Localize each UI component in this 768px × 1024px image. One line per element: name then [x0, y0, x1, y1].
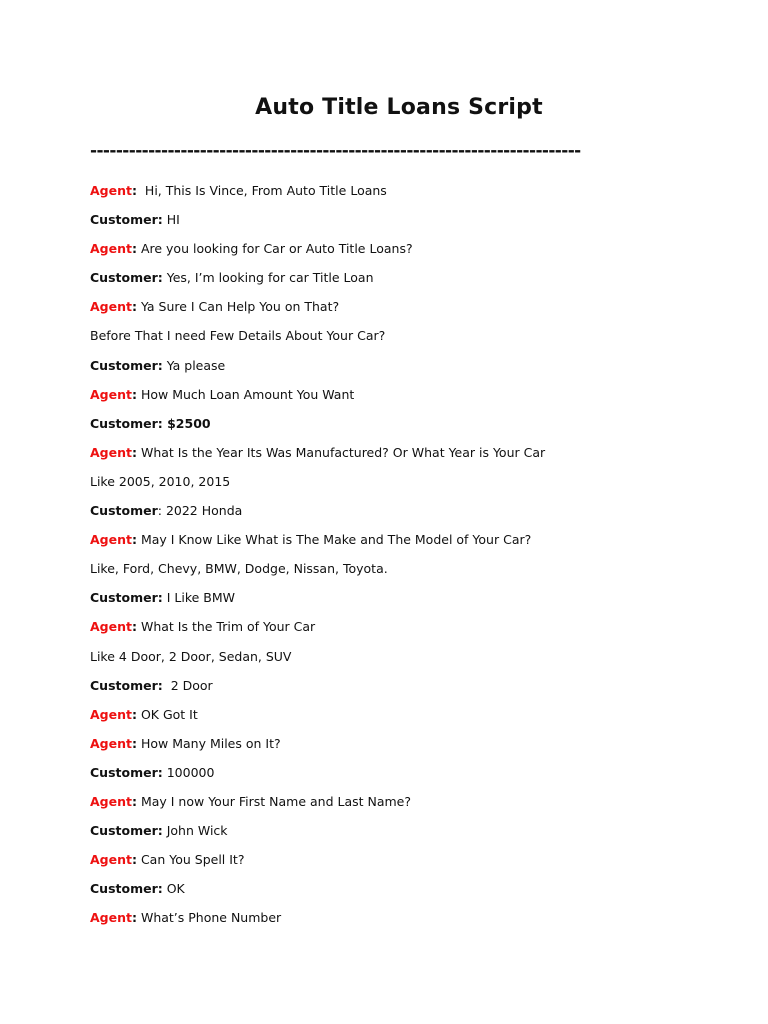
script-line: [90, 821, 710, 850]
customer-speaker-label: Customer: [90, 764, 158, 780]
customer-speaker-label: Customer: [90, 357, 158, 373]
script-line: [90, 792, 710, 821]
script-line: [90, 734, 710, 763]
line-text: Before That I need Few Details About Your Car?: [90, 328, 386, 344]
speaker-colon: :: [157, 270, 163, 286]
speaker-colon: :: [157, 503, 162, 519]
script-line: [90, 356, 710, 385]
line-text: Yes, I’m looking for car Title Loan: [162, 270, 374, 286]
speaker-colon: :: [131, 619, 137, 635]
line-text: 2 Door: [162, 677, 213, 693]
line-text: Like, Ford, Chevy, BMW, Dodge, Nissan, Toyota.: [90, 561, 388, 577]
agent-speaker-label: Agent: [90, 241, 132, 257]
script-line: [90, 850, 710, 879]
script-line: [90, 763, 710, 792]
script-line: [90, 181, 710, 210]
agent-speaker-label: Agent: [90, 852, 132, 868]
line-text: Like 2005, 2010, 2015: [90, 473, 231, 489]
line-text: OK Got It: [136, 706, 198, 722]
script-line: [90, 385, 710, 414]
speaker-colon: :: [131, 241, 137, 257]
script-lines: [90, 181, 710, 937]
line-text: What Is the Trim of Your Car: [136, 619, 316, 635]
agent-speaker-label: Agent: [90, 735, 132, 751]
speaker-colon: :: [131, 299, 137, 315]
speaker-colon: :: [157, 764, 163, 780]
agent-speaker-label: Agent: [90, 793, 132, 809]
customer-speaker-label: Customer: [90, 212, 158, 228]
customer-speaker-label: Customer: [90, 503, 158, 519]
agent-speaker-label: Agent: [90, 706, 132, 722]
agent-speaker-label: Agent: [90, 910, 132, 926]
speaker-colon: :: [131, 444, 137, 460]
title-divider: ----------------------------------------------------------------------------: [90, 141, 581, 161]
line-text: Ya Sure I Can Help You on That?: [136, 299, 340, 315]
script-line: [90, 239, 710, 268]
customer-speaker-label: Customer: [90, 677, 158, 693]
customer-speaker-label: Customer: [90, 415, 158, 431]
agent-speaker-label: Agent: [90, 619, 132, 635]
line-text: May I Know Like What is The Make and The Model of Your Car?: [136, 532, 532, 548]
script-line: [90, 210, 710, 239]
speaker-colon: :: [131, 706, 137, 722]
script-line: [90, 326, 710, 355]
script-line: [90, 908, 710, 937]
speaker-colon: :: [131, 183, 137, 198]
script-line: [90, 268, 710, 297]
agent-speaker-label: Agent: [90, 386, 132, 402]
line-text: 100000: [162, 764, 215, 780]
line-text: How Many Miles on It?: [136, 735, 281, 751]
line-text: John Wick: [162, 823, 228, 839]
script-line: [90, 588, 710, 617]
script-line: [90, 705, 710, 734]
speaker-colon: :: [157, 212, 163, 228]
line-text: OK: [162, 881, 185, 897]
line-text: I Like BMW: [162, 590, 235, 606]
line-text: Hi, This Is Vince, From Auto Title Loans: [136, 183, 387, 198]
script-line: [90, 472, 710, 501]
line-text: Are you looking for Car or Auto Title Loans?: [136, 241, 413, 257]
line-text: What Is the Year Its Was Manufactured? Or What Year is Your Car: [136, 444, 546, 460]
customer-speaker-label: Customer: [90, 270, 158, 286]
script-line: [90, 414, 710, 443]
speaker-colon: :: [131, 532, 137, 548]
line-text: What’s Phone Number: [136, 910, 282, 926]
line-text: Can You Spell It?: [136, 852, 245, 868]
speaker-colon: :: [131, 852, 137, 868]
speaker-colon: :: [157, 881, 163, 897]
script-line: [90, 676, 710, 705]
script-line: [90, 501, 710, 530]
script-line: [90, 647, 710, 676]
page-title: Auto Title Loans Script: [255, 95, 543, 120]
script-line: [90, 297, 710, 326]
speaker-colon: :: [157, 357, 163, 373]
line-text: Ya please: [162, 357, 226, 373]
line-text: How Much Loan Amount You Want: [136, 386, 355, 402]
speaker-colon: :: [157, 590, 163, 606]
script-line: [90, 530, 710, 559]
speaker-colon: :: [131, 386, 137, 402]
script-line: [90, 443, 710, 472]
line-text: HI: [162, 212, 180, 228]
speaker-colon: :: [131, 910, 137, 926]
agent-speaker-label: Agent: [90, 183, 132, 198]
line-text: Like 4 Door, 2 Door, Sedan, SUV: [90, 648, 292, 664]
agent-speaker-label: Agent: [90, 444, 132, 460]
speaker-colon: :: [131, 793, 137, 809]
customer-speaker-label: Customer: [90, 590, 158, 606]
line-text: May I now Your First Name and Last Name?: [136, 793, 412, 809]
speaker-colon: :: [131, 735, 137, 751]
line-text: $2500: [162, 415, 211, 431]
speaker-colon: :: [157, 823, 163, 839]
customer-speaker-label: Customer: [90, 881, 158, 897]
agent-speaker-label: Agent: [90, 299, 132, 315]
customer-speaker-label: Customer: [90, 823, 158, 839]
line-text: 2022 Honda: [161, 503, 243, 519]
script-line: [90, 879, 710, 908]
script-line: [90, 559, 710, 588]
agent-speaker-label: Agent: [90, 532, 132, 548]
speaker-colon: :: [157, 415, 163, 431]
speaker-colon: :: [157, 677, 163, 693]
script-line: [90, 617, 710, 646]
